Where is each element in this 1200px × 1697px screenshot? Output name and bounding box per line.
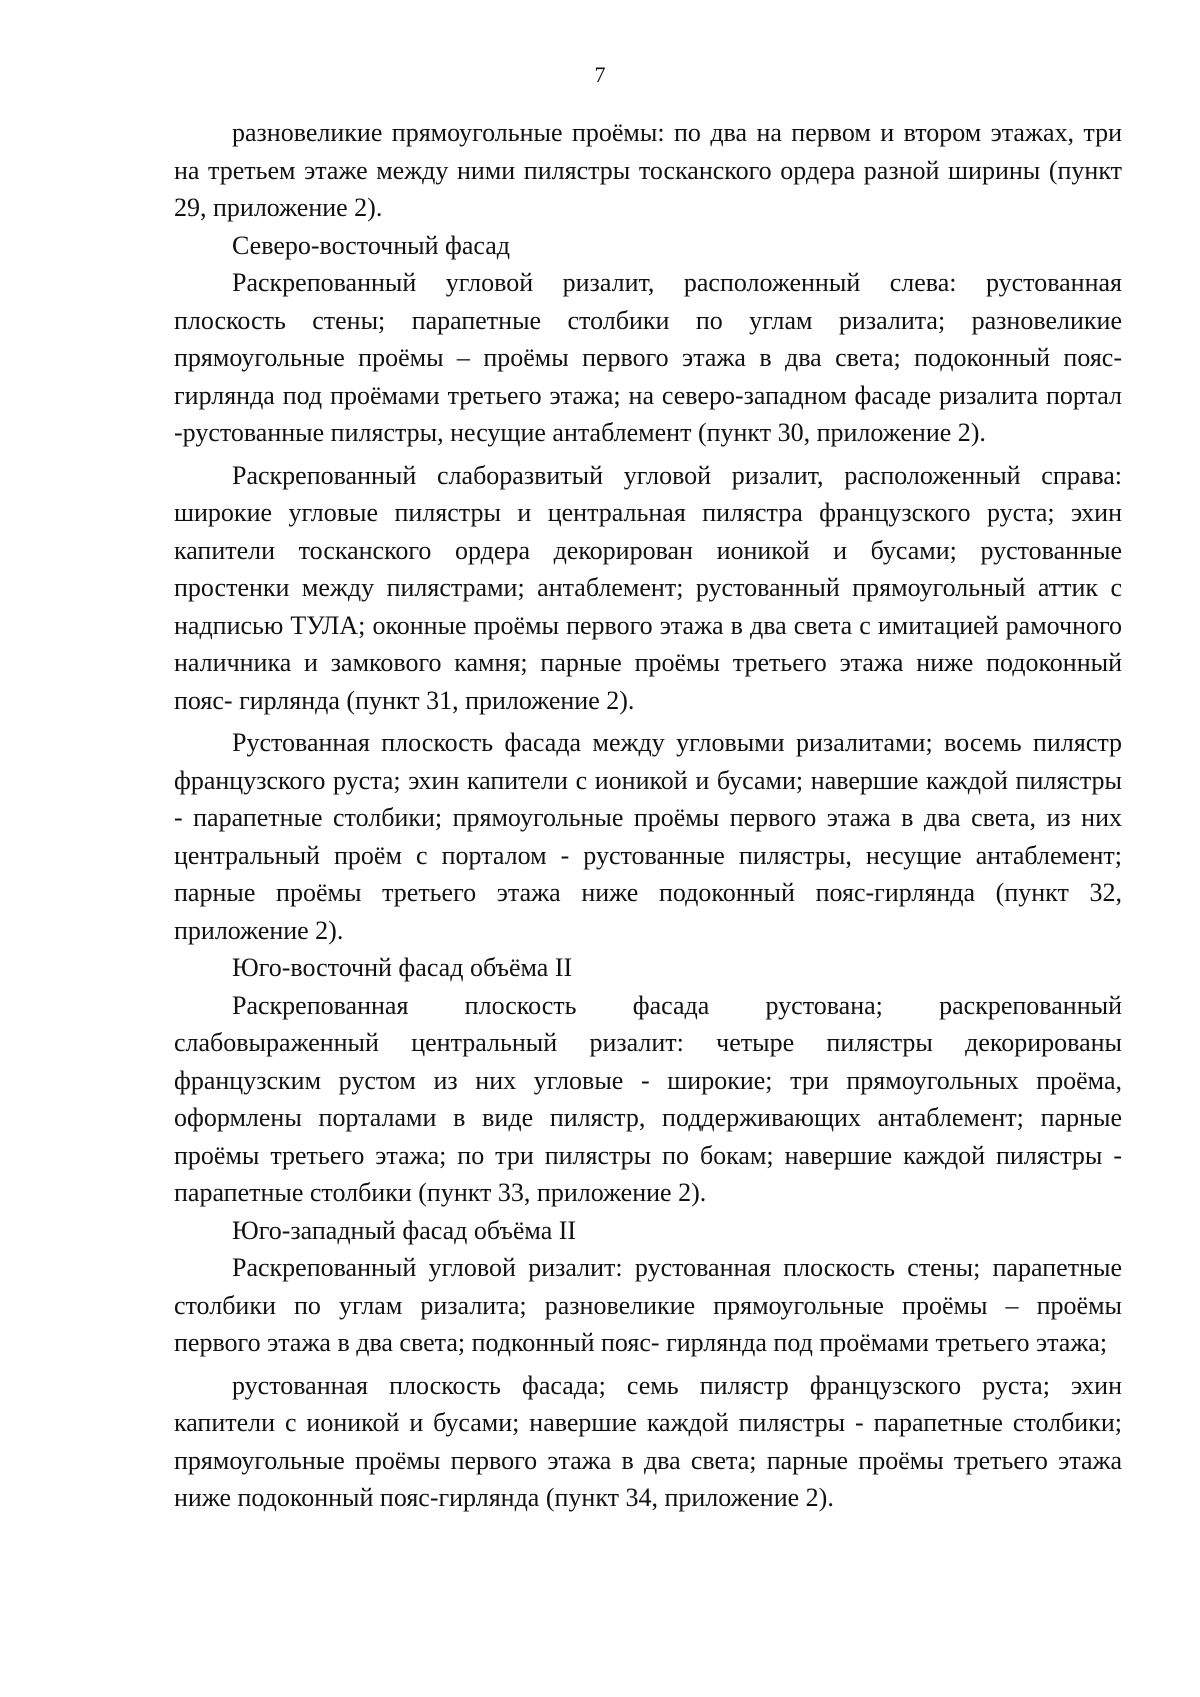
paragraph-southeast-facade: Раскрепованная плоскость фасада рустована; раскрепованный слабовыраженный центральный ризалит: четыре пилястры декорированы французским рустом из них угловые - широкие; три прямоугольных проёма, оформлены порталами в виде пилястр, поддерживающих антаблемент; парные проёмы третьего этажа; по три пилястры по бокам; навершие каждой пилястры - парапетные столбики (пункт 33, приложение 2).	[174, 990, 1122, 1207]
section-heading-northeast-facade: Северо-восточный фасад	[232, 230, 511, 260]
paragraph-right-risalit: Раскрепованный слаборазвитый угловой ризалит, расположенный справа: широкие угловые пилястры и центральная пилястра французского руста; эхин капители тосканского ордера декорирован ионикой и бусами; рустованные простенки между пилястрами; антаблемент; рустованный прямоугольный аттик с надписью ТУЛА; оконные проёмы первого этажа в два света с имитацией рамочного наличника и замкового камня; парные проёмы третьего этажа ниже подоконный пояс- гирлянда (пункт 31, приложение 2).	[174, 460, 1122, 715]
section-heading-southeast-facade: Юго-восточнй фасад объёма II	[232, 953, 573, 982]
paragraph-facade-between-risalits: Рустованная плоскость фасада между угловыми ризалитами; восемь пилястр французского руста; эхин капители с ионикой и бусами; навершие каждой пилястры - парапетные столбики; прямоугольные проёмы первого этажа в два света, из них центральный проём с порталом - рустованные пилястры, несущие антаблемент; парные проёмы третьего этажа ниже подоконный пояс-гирлянда (пункт 32, приложение 2).	[174, 728, 1122, 945]
paragraph-left-risalit: Раскрепованный угловой ризалит, расположенный слева: рустованная плоскость стены; парапетные столбики по углам ризалита; разновеликие прямоугольные проёмы – проёмы первого этажа в два света; подоконный пояс-гирлянда под проёмами третьего этажа; на северо-западном фасаде ризалита портал -рустованные пилястры, несущие антаблемент (пункт 30, приложение 2).	[174, 268, 1122, 447]
document-body	[174, 114, 1122, 1517]
page-number: 7	[594, 62, 606, 87]
paragraph-southwest-risalit: Раскрепованный угловой ризалит: рустованная плоскость стены; парапетные столбики по углам ризалита; разновеликие прямоугольные проёмы – проёмы первого этажа в два света; подконный пояс- гирлянда под проёмами третьего этажа;	[174, 1253, 1122, 1357]
paragraph-continuation: разновеликие прямоугольные проёмы: по два на первом и втором этажах, три на третьем этаже между ними пилястры тосканского ордера разной ширины (пункт 29, приложение 2).	[174, 118, 1122, 222]
section-heading-southwest-facade: Юго-западный фасад объёма II	[232, 1215, 577, 1245]
paragraph-southwest-facade-plane: рустованная плоскость фасада; семь пилястр французского руста; эхин капители с ионикой и бусами; навершие каждой пилястры - парапетные столбики; прямоугольные проёмы первого этажа в два света; парные проёмы третьего этажа ниже подоконный пояс-гирлянда (пункт 34, приложение 2).	[174, 1370, 1122, 1512]
